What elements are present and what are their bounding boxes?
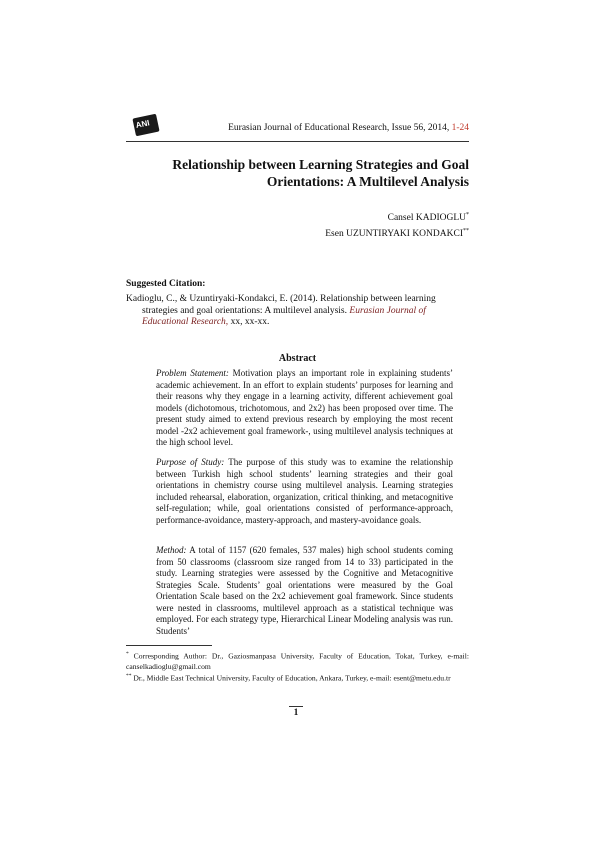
abstract-problem: Problem Statement: Motivation plays an important role in explaining students’ academic achievement. In an effort to explain students’ purposes for learning and their reasons why they engage in a learning activity, different achievement goal models (dichotomous, trichotomous, and 2x2) has been proposed over time. The present study aimed to extend previous research by employing the most recent model -2x2 achievement goal framework-, using multilevel analysis techniques at the high school level.	[156, 368, 453, 447]
citation-heading: Suggested Citation:	[126, 279, 206, 289]
header-rule	[126, 141, 469, 142]
footnote-rule	[126, 645, 212, 646]
author-1: Cansel KADIOGLU*	[387, 212, 469, 224]
author-2: Esen UZUNTIRYAKI KONDAKCI**	[325, 228, 469, 240]
page-number-rule	[289, 706, 303, 707]
paper-title: Relationship between Learning Strategies and Goal Orientations: A Multilevel Analysis	[172, 157, 469, 189]
journal-pages: 1-24	[451, 123, 469, 133]
abstract-purpose: Purpose of Study: The purpose of this study was to examine the relationship between Turkish high school students’ learning strategies and their goal orientations in chemistry course using multilevel analysis. Learning strategies included rehearsal, elaboration, organization, critical thinking, and metacognitive self-regulation; while, goal orientations consisted of performance-approach, performance-avoidance, mastery-approach, and mastery-avoidance goals.	[156, 457, 453, 525]
footnote-2: ** Dr., Middle East Technical University, Faculty of Education, Ankara, Turkey, e-mail: esent@metu.edu.tr	[126, 673, 451, 683]
citation-text: Kadioglu, C., & Uzuntiryaki-Kondakci, E. (2014). Relationship between learning strategies and goal orientations: A multilevel analysis. Eurasian Journal of Educational Research, xx, xx-xx.	[126, 294, 436, 327]
footnote-1: * Corresponding Author: Dr., Gaziosmanpasa University, Faculty of Education, Tokat, Turkey, e-mail: canselkadioglu@gmail.com	[126, 651, 469, 671]
abstract-heading: Abstract	[278, 353, 317, 364]
abstract-method: Method: A total of 1157 (620 females, 537 males) high school students coming from 50 classrooms (classroom size ranged from 14 to 33) participated in the study. Learning strategies were assessed by the Cognitive and Metacognitive Strategies Scale. Students’ goal orientations were measured by the Goal Orientation Scale based on the 2x2 achievement goal framework. Since students were nested in classrooms, multilevel approach as a statistical technique was employed. For each strategy type, Hierarchical Linear Modeling analysis was run. Students’	[156, 545, 453, 636]
journal-logo: ANI	[132, 114, 159, 137]
journal-header: Eurasian Journal of Educational Research, Issue 56, 2014, 1-24	[228, 123, 469, 133]
page-number: 1	[293, 708, 299, 718]
